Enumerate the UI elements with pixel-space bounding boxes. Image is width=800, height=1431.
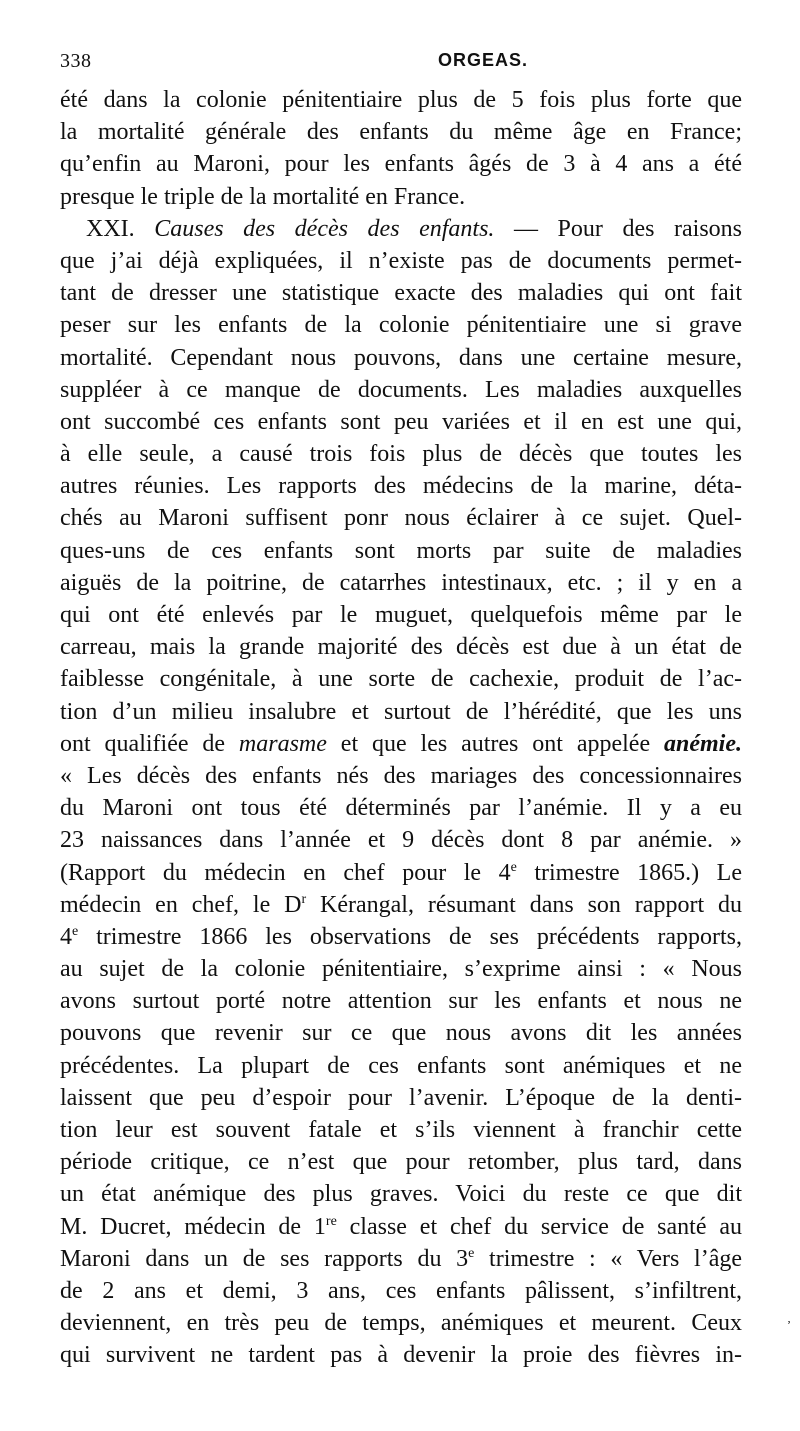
text-segment: 4: [60, 923, 72, 950]
text-line: [60, 792, 742, 824]
text-line: [60, 1275, 742, 1307]
running-title: ORGEAS.: [438, 50, 529, 70]
text-line: [60, 921, 742, 953]
text-segment: chés au Maroni suffisent ponr nous éclairer à ce sujet. Quel-: [60, 505, 742, 532]
text-line: [60, 502, 742, 534]
text-line: [60, 1017, 742, 1049]
emphasis-text: Causes des décès des enfants.: [154, 215, 495, 242]
text-line: [60, 148, 742, 180]
text-line: [60, 631, 742, 663]
emphasis-text: anémie.: [663, 730, 742, 757]
text-segment: aiguës de la poitrine, de catarrhes intestinaux, etc. ; il y en a: [60, 569, 742, 596]
body-text: [60, 84, 742, 1372]
text-segment: « Les décès des enfants nés des mariages des concessionnaires: [60, 762, 742, 789]
text-segment: (Rapport du médecin en chef pour le 4: [60, 859, 511, 886]
text-segment: ques-uns de ces enfants sont morts par suite de maladies: [60, 537, 742, 564]
text-segment: Kérangal, résumant dans son rapport du: [306, 891, 742, 918]
text-segment: médecin en chef, le D: [60, 891, 302, 918]
text-line: [60, 889, 742, 921]
text-segment: qui ont été enlevés par le muguet, quelquefois même par le: [60, 602, 742, 628]
text-segment: XXI.: [86, 215, 155, 242]
text-segment: qui survivent ne tardent pas à devenir la proie des fièvres in-: [60, 1342, 742, 1369]
text-segment: précédentes. La plupart de ces enfants sont anémiques et ne: [60, 1052, 742, 1079]
text-segment: laissent que peu d’espoir pour l’avenir. L’époque de la denti-: [60, 1084, 742, 1111]
text-line: [60, 1146, 742, 1178]
text-line: [60, 663, 742, 695]
margin-mark: ʼ: [787, 1318, 791, 1332]
text-segment: ont succombé ces enfants sont peu variées et il en est une qui,: [60, 408, 742, 435]
text-segment: deviennent, en très peu de temps, anémiques et meurent. Ceux: [60, 1310, 742, 1337]
text-line: [60, 406, 742, 438]
text-segment: pouvons que revenir sur ce que nous avons dit les années: [60, 1020, 742, 1047]
text-line: [60, 985, 742, 1017]
text-segment: au sujet de la colonie pénitentiaire, s’exprime ainsi : « Nous: [60, 956, 742, 983]
text-line: [60, 1307, 742, 1339]
superscript: e: [510, 859, 517, 875]
text-segment: un état anémique des plus graves. Voici du reste ce que dit: [60, 1181, 742, 1208]
text-segment: tion d’un milieu insalubre et surtout de l’hérédité, que les uns: [60, 698, 742, 725]
text-segment: trimestre 1865.) Le: [516, 859, 742, 886]
text-segment: autres réunies. Les rapports des médecins de la marine, déta-: [60, 473, 742, 500]
text-segment: tant de dresser une statistique exacte des maladies qui ont fait: [60, 280, 742, 307]
text-line: [60, 535, 742, 567]
text-segment: que j’ai déjà expliquées, il n’existe pas de documents permet-: [60, 247, 742, 274]
text-line: [60, 953, 742, 985]
text-segment: — Pour des raisons: [494, 215, 742, 242]
text-segment: mortalité. Cependant nous pouvons, dans une certaine mesure,: [60, 344, 742, 371]
text-line: [60, 1114, 742, 1146]
text-segment: carreau, mais la grande majorité des décès est due à un état de: [60, 634, 742, 661]
text-line: [60, 116, 742, 148]
superscript: e: [468, 1245, 475, 1261]
text-segment: faiblesse congénitale, à une sorte de cachexie, produit de l’ac-: [60, 666, 742, 693]
text-segment: presque le triple de la mortalité en France.: [60, 183, 466, 210]
text-line: [60, 696, 742, 728]
text-segment: de 2 ans et demi, 3 ans, ces enfants pâlissent, s’infiltrent,: [60, 1277, 742, 1304]
page-number: 338: [60, 50, 92, 72]
text-line: [60, 84, 742, 116]
text-segment: suppléer à ce manque de documents. Les maladies auxquelles: [60, 376, 742, 403]
text-line: [60, 824, 742, 856]
text-line: [60, 567, 742, 599]
running-head: [60, 50, 740, 78]
text-segment: la mortalité générale des enfants du même âge en France;: [60, 119, 742, 146]
text-line: [60, 374, 742, 406]
text-line: [60, 857, 742, 889]
text-line: [60, 1211, 742, 1243]
text-segment: à elle seule, a causé trois fois plus de décès que toutes les: [60, 441, 742, 468]
text-line: [60, 213, 742, 245]
text-line: [60, 1178, 742, 1210]
text-line: [60, 728, 742, 760]
text-segment: du Maroni ont tous été déterminés par l’anémie. Il y a eu: [60, 795, 742, 822]
text-segment: 23 naissances dans l’année et 9 décès dont 8 par anémie. »: [60, 827, 742, 854]
text-line: [60, 760, 742, 792]
text-segment: classe et chef du service de santé au: [336, 1213, 742, 1240]
text-line: [60, 1243, 742, 1275]
text-segment: trimestre : « Vers l’âge: [474, 1245, 742, 1272]
superscript: e: [72, 923, 79, 939]
text-line: [60, 277, 742, 309]
text-segment: M. Ducret, médecin de 1: [60, 1213, 326, 1240]
text-line: [60, 1050, 742, 1082]
text-line: [60, 181, 742, 213]
text-segment: et que les autres ont appelée: [326, 730, 664, 757]
text-segment: qu’enfin au Maroni, pour les enfants âgés de 3 à 4 ans a été: [60, 151, 742, 178]
text-line: [60, 599, 742, 631]
text-line: [60, 342, 742, 374]
text-segment: période critique, ce n’est que pour retomber, plus tard, dans: [60, 1149, 742, 1176]
text-line: [60, 1339, 742, 1371]
text-segment: avons surtout porté notre attention sur les enfants et nous ne: [60, 988, 742, 1015]
text-line: [60, 438, 742, 470]
text-segment: été dans la colonie pénitentiaire plus de 5 fois plus forte que: [60, 87, 742, 113]
text-line: [60, 245, 742, 277]
text-line: [60, 470, 742, 502]
text-line: [60, 1082, 742, 1114]
superscript: re: [325, 1213, 337, 1229]
superscript: r: [301, 891, 307, 907]
text-line: [60, 309, 742, 341]
text-segment: ont qualifiée de: [60, 730, 239, 757]
text-segment: Maroni dans un de ses rapports du 3: [60, 1245, 469, 1272]
text-segment: trimestre 1866 les observations de ses précédents rapports,: [78, 923, 742, 950]
emphasis-text: marasme: [238, 730, 327, 757]
text-segment: peser sur les enfants de la colonie pénitentiaire une si grave: [60, 312, 742, 339]
text-segment: tion leur est souvent fatale et s’ils viennent à franchir cette: [60, 1117, 742, 1143]
